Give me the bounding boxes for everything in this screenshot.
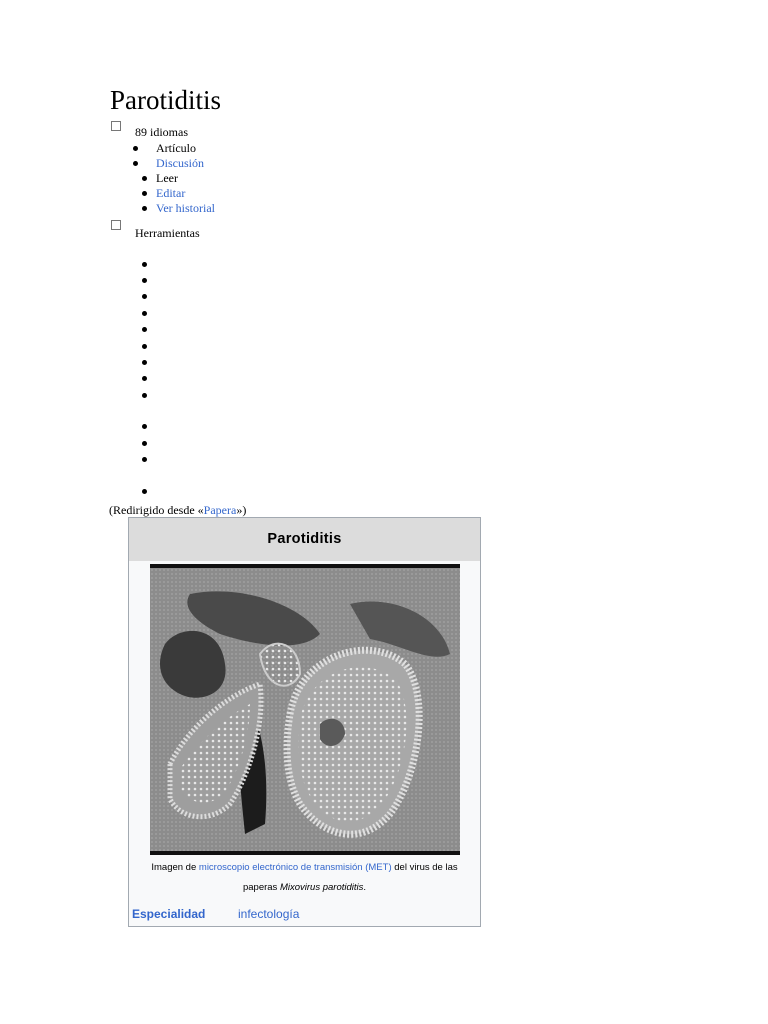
list-bullet [142, 311, 147, 316]
list-bullet [142, 424, 147, 429]
list-bullet [142, 294, 147, 299]
list-bullet [142, 278, 147, 283]
tab-discusion[interactable]: Discusión [156, 156, 204, 170]
list-bullet [142, 360, 147, 365]
list-bullet [142, 206, 147, 211]
tools-label[interactable]: Herramientas [135, 226, 200, 240]
infobox-caption [133, 858, 476, 898]
languages-checkbox[interactable] [111, 121, 121, 131]
list-bullet [142, 393, 147, 398]
virus-micrograph-image[interactable] [150, 564, 460, 855]
redirect-suffix: ») [236, 503, 247, 517]
list-bullet [142, 441, 147, 446]
languages-label[interactable]: 89 idiomas [135, 125, 188, 139]
caption-link-met[interactable]: microscopio electrónico de transmisión (MET) [198, 862, 392, 873]
view-leer[interactable]: Leer [156, 171, 178, 185]
caption-end: . [363, 882, 367, 893]
list-bullet [142, 176, 147, 181]
redirect-link[interactable]: Papera [203, 503, 237, 517]
redirect-notice [109, 503, 246, 518]
list-bullet [142, 191, 147, 196]
tab-articulo[interactable]: Artículo [156, 141, 196, 155]
specialty-label[interactable]: Especialidad [132, 907, 206, 921]
caption-middle: del virus de las paperas [242, 862, 458, 893]
view-historial[interactable]: Ver historial [156, 201, 215, 215]
list-bullet [142, 262, 147, 267]
list-bullet [142, 457, 147, 462]
infobox-title: Parotiditis [129, 518, 480, 561]
caption-prefix: Imagen de [151, 862, 199, 873]
view-editar[interactable]: Editar [156, 186, 186, 200]
list-bullet [133, 161, 138, 166]
list-bullet [142, 327, 147, 332]
page-title: Parotiditis [110, 85, 222, 115]
list-bullet [142, 344, 147, 349]
list-bullet [142, 376, 147, 381]
list-bullet [133, 146, 138, 151]
redirect-prefix: (Redirigido desde « [109, 503, 204, 517]
tools-checkbox[interactable] [111, 220, 121, 230]
infobox [128, 517, 481, 927]
specialty-value[interactable]: infectología [238, 907, 300, 921]
caption-species: Mixovirus parotiditis [279, 882, 364, 893]
list-bullet [142, 489, 147, 494]
